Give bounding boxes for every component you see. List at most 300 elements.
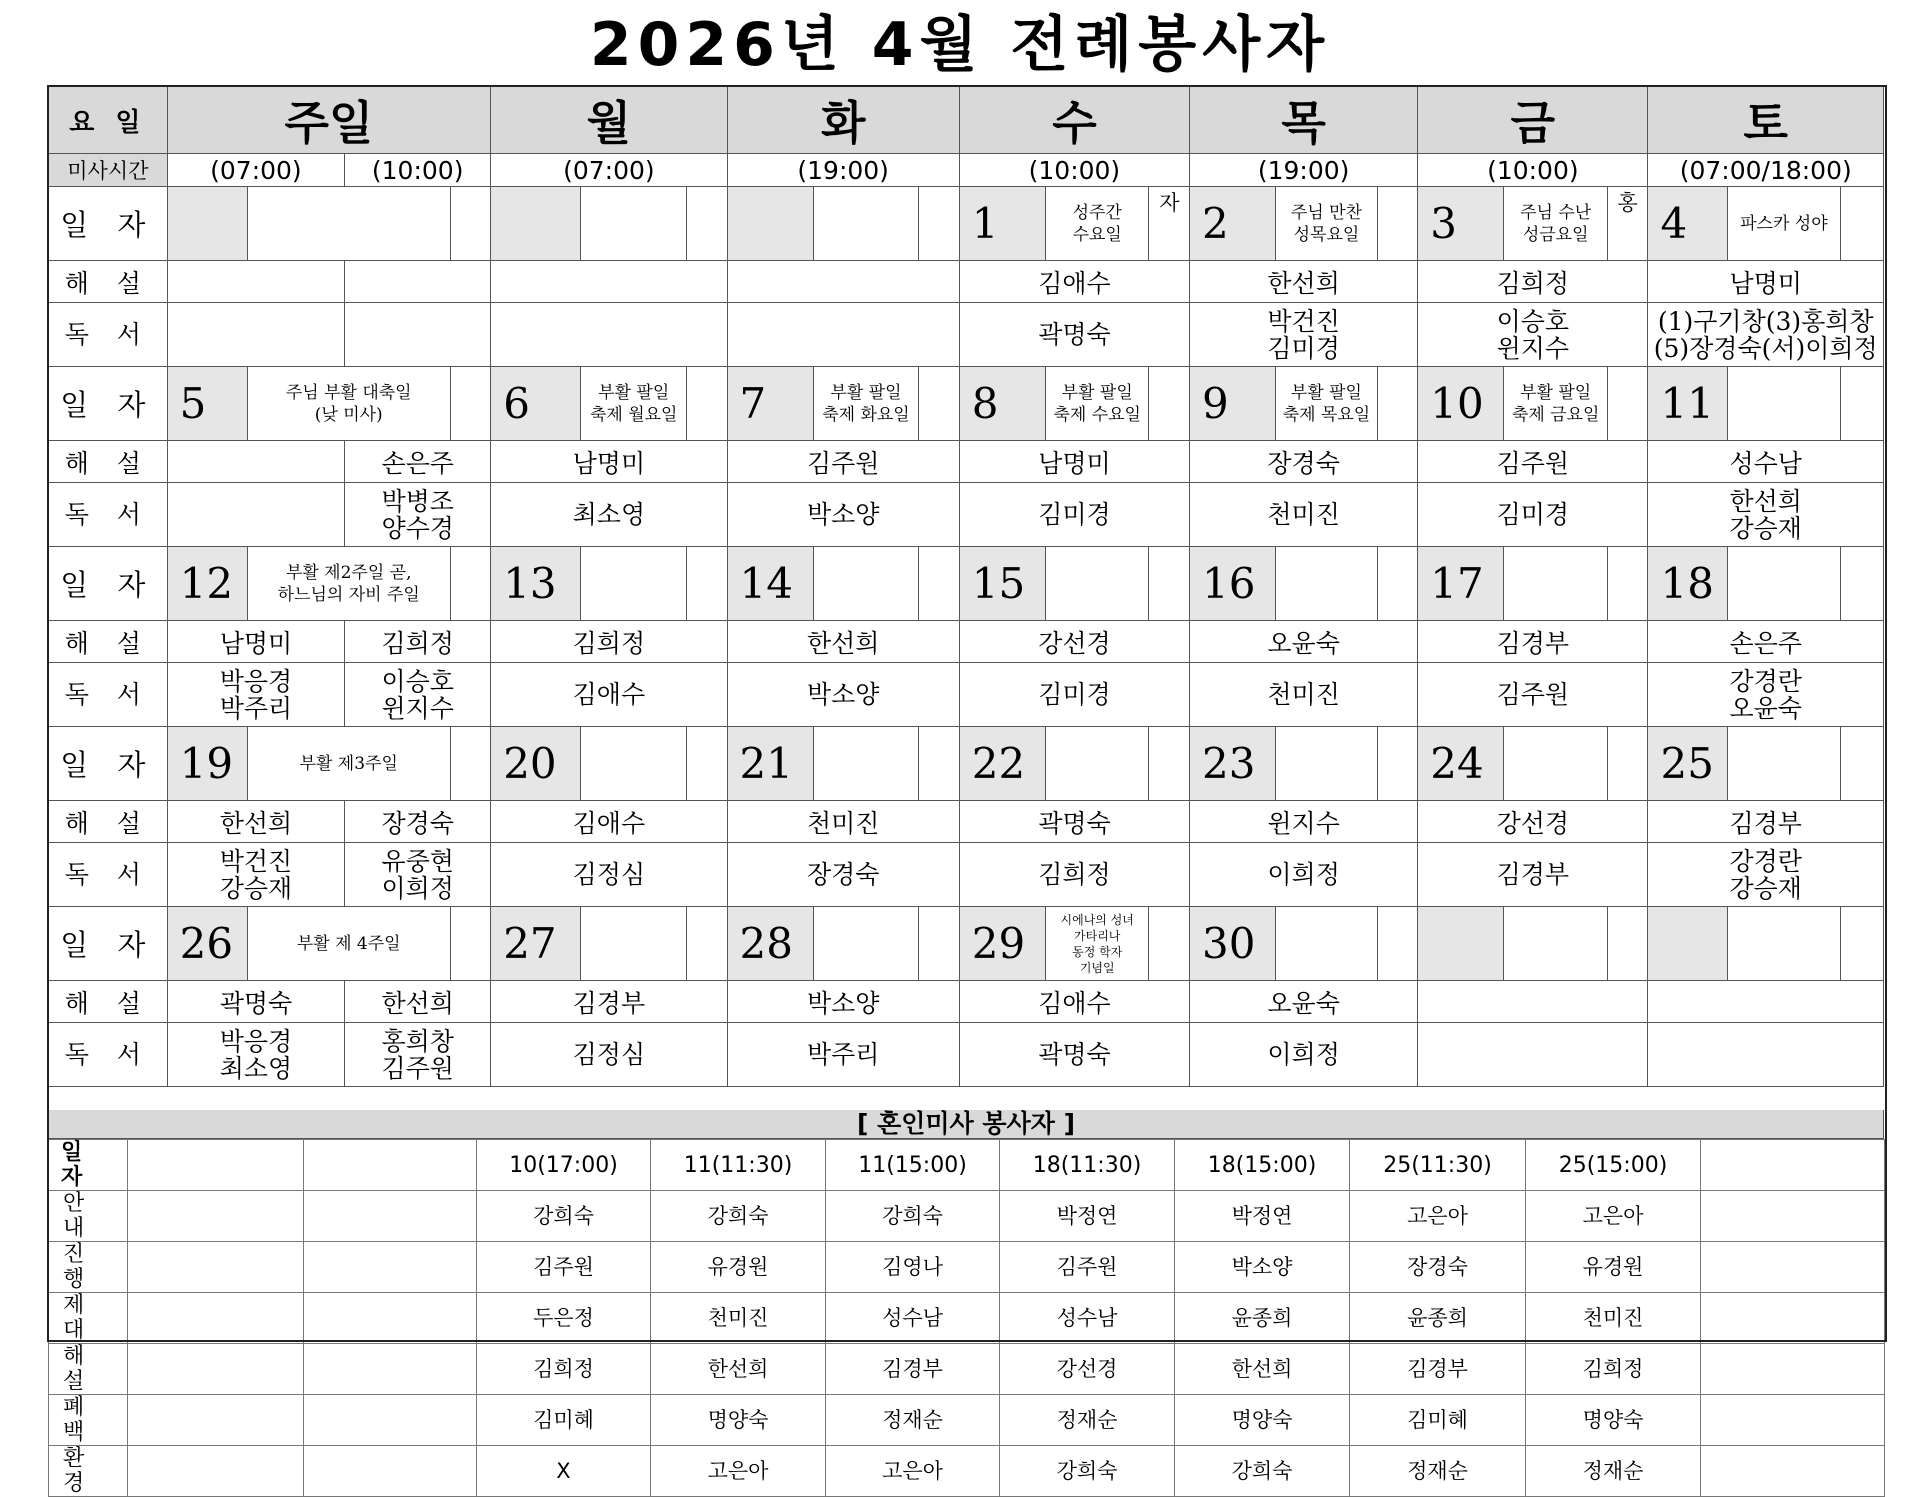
wedding-blank-cell — [128, 1395, 304, 1446]
saturday-vestment-color — [1841, 547, 1884, 621]
date-row-label: 일 자 — [49, 907, 168, 981]
wedding-volunteer-name: 윤종희 — [1350, 1293, 1526, 1344]
narrator-row — [49, 801, 1884, 843]
wedding-role-row — [49, 1344, 1885, 1395]
tuesday-date-number: 7 — [727, 367, 813, 441]
wedding-volunteer-name: 박정연 — [1175, 1191, 1350, 1242]
thursday-feast-name — [1276, 547, 1377, 621]
friday-feast-name — [1504, 907, 1607, 981]
thursday-feast-name — [1276, 907, 1377, 981]
reader-saturday: 한선희 강승재 — [1648, 483, 1884, 547]
narrator-sunday-early: 곽명숙 — [167, 981, 344, 1023]
wedding-volunteer-name: 정재순 — [826, 1395, 1000, 1446]
narrator-sunday-late: 한선희 — [345, 981, 491, 1023]
wedding-role-row — [49, 1242, 1885, 1293]
monday-vestment-color — [686, 187, 727, 261]
time-wednesday: (10:00) — [959, 154, 1189, 187]
wedding-volunteer-name: 장경숙 — [1350, 1242, 1526, 1293]
wednesday-feast-name — [1046, 727, 1149, 801]
narrator-sunday-early — [167, 441, 344, 483]
wedding-volunteer-name: 성수남 — [1000, 1293, 1175, 1344]
day-wednesday: 수 — [959, 87, 1189, 154]
wedding-role-label: 제 대 — [49, 1293, 128, 1344]
sunday-feast-name: 부활 제3주일 — [247, 727, 450, 801]
friday-feast-name — [1504, 727, 1607, 801]
monday-feast-name: 부활 팔일 축제 월요일 — [581, 367, 686, 441]
reader-wednesday: 김미경 — [959, 663, 1189, 727]
time-monday: (07:00) — [491, 154, 727, 187]
monday-date-number: 27 — [491, 907, 581, 981]
date-row — [49, 547, 1884, 621]
date-row-label: 일 자 — [49, 727, 168, 801]
sunday-feast-name: 부활 제2주일 곧, 하느님의 자비 주일 — [247, 547, 450, 621]
monday-date-number: 13 — [491, 547, 581, 621]
narrator-friday: 강선경 — [1418, 801, 1648, 843]
wedding-volunteer-name: 정재순 — [1350, 1446, 1526, 1497]
reader-monday: 김애수 — [491, 663, 727, 727]
wedding-time: 11(11:30) — [651, 1140, 826, 1191]
thursday-date-number: 2 — [1190, 187, 1276, 261]
tuesday-feast-name: 부활 팔일 축제 화요일 — [813, 367, 918, 441]
reader-row-label: 독 서 — [49, 1023, 168, 1087]
monday-feast-name — [581, 727, 686, 801]
wedding-volunteer-name: 명양숙 — [1175, 1395, 1350, 1446]
wedding-blank-cell — [1701, 1293, 1885, 1344]
time-friday: (10:00) — [1418, 154, 1648, 187]
friday-feast-name: 주님 수난 성금요일 — [1504, 187, 1607, 261]
narrator-row — [49, 621, 1884, 663]
narrator-wednesday: 남명미 — [959, 441, 1189, 483]
wednesday-date-number: 1 — [959, 187, 1045, 261]
narrator-thursday: 오윤숙 — [1190, 981, 1418, 1023]
wednesday-date-number: 29 — [959, 907, 1045, 981]
tuesday-date-number: 14 — [727, 547, 813, 621]
thursday-date-number: 9 — [1190, 367, 1276, 441]
wednesday-vestment-color — [1149, 727, 1190, 801]
wedding-volunteer-name: 천미진 — [1526, 1293, 1701, 1344]
reader-friday: 김경부 — [1418, 843, 1648, 907]
wedding-time: 11(15:00) — [826, 1140, 1000, 1191]
narrator-saturday — [1648, 981, 1884, 1023]
tuesday-feast-name — [813, 547, 918, 621]
time-saturday: (07:00/18:00) — [1648, 154, 1884, 187]
reader-wednesday: 곽명숙 — [959, 303, 1189, 367]
tuesday-date-number: 28 — [727, 907, 813, 981]
narrator-sunday-early — [167, 261, 344, 303]
sunday-date-number: 26 — [167, 907, 247, 981]
monday-feast-name — [581, 907, 686, 981]
wedding-role-label: 안 내 — [49, 1191, 128, 1242]
wedding-blank-cell — [128, 1293, 304, 1344]
wedding-date-row — [49, 1140, 1885, 1191]
wedding-volunteer-name: 김경부 — [826, 1344, 1000, 1395]
reader-thursday: 천미진 — [1190, 663, 1418, 727]
saturday-date-number: 11 — [1648, 367, 1727, 441]
narrator-sunday-late — [345, 261, 491, 303]
wednesday-feast-name: 성주간 수요일 — [1046, 187, 1149, 261]
tuesday-date-number: 21 — [727, 727, 813, 801]
wednesday-vestment-color — [1149, 367, 1190, 441]
monday-vestment-color — [686, 727, 727, 801]
wedding-volunteer-name: 강희숙 — [826, 1191, 1000, 1242]
narrator-tuesday: 김주원 — [727, 441, 959, 483]
friday-date-number: 10 — [1418, 367, 1504, 441]
reader-thursday: 이희정 — [1190, 843, 1418, 907]
wedding-volunteer-name: 고은아 — [1350, 1191, 1526, 1242]
sunday-date-number — [167, 187, 247, 261]
friday-vestment-color — [1607, 727, 1648, 801]
wedding-volunteer-name: 김경부 — [1350, 1344, 1526, 1395]
narrator-thursday: 장경숙 — [1190, 441, 1418, 483]
reader-tuesday: 박주리 — [727, 1023, 959, 1087]
wedding-role-label: 폐 백 — [49, 1395, 128, 1446]
wednesday-vestment-color: 자 — [1149, 187, 1190, 261]
friday-date-number: 17 — [1418, 547, 1504, 621]
reader-thursday: 천미진 — [1190, 483, 1418, 547]
reader-sunday-late: 이승호 윈지수 — [345, 663, 491, 727]
reader-row-label: 독 서 — [49, 843, 168, 907]
friday-vestment-color: 홍 — [1607, 187, 1648, 261]
wedding-blank-cell — [304, 1344, 477, 1395]
saturday-vestment-color — [1841, 907, 1884, 981]
narrator-wednesday: 김애수 — [959, 261, 1189, 303]
wedding-blank-cell — [128, 1446, 304, 1497]
wedding-date-label: 일 자 — [49, 1140, 128, 1191]
weekday-header-row — [49, 87, 1884, 154]
narrator-sunday-early: 남명미 — [167, 621, 344, 663]
reader-sunday-early: 박응경 최소영 — [167, 1023, 344, 1087]
tuesday-vestment-color — [919, 907, 960, 981]
narrator-thursday: 윈지수 — [1190, 801, 1418, 843]
tuesday-feast-name — [813, 907, 918, 981]
reader-saturday: 강경란 오윤숙 — [1648, 663, 1884, 727]
reader-sunday-early — [167, 303, 344, 367]
wedding-blank-cell — [304, 1140, 477, 1191]
reader-tuesday: 장경숙 — [727, 843, 959, 907]
wedding-blank-cell — [128, 1191, 304, 1242]
wedding-role-row — [49, 1446, 1885, 1497]
tuesday-feast-name — [813, 187, 918, 261]
saturday-feast-name — [1727, 367, 1841, 441]
reader-friday — [1418, 1023, 1648, 1087]
wedding-role-row — [49, 1395, 1885, 1446]
wedding-blank-cell — [128, 1242, 304, 1293]
wedding-blank-cell — [1701, 1446, 1885, 1497]
time-sunday-early: (07:00) — [167, 154, 344, 187]
narrator-monday: 김애수 — [491, 801, 727, 843]
sunday-vestment-color — [450, 727, 491, 801]
saturday-date-number: 25 — [1648, 727, 1727, 801]
saturday-date-number — [1648, 907, 1727, 981]
mass-time-row — [49, 154, 1884, 187]
reader-row — [49, 483, 1884, 547]
narrator-wednesday: 김애수 — [959, 981, 1189, 1023]
narrator-row — [49, 441, 1884, 483]
sunday-feast-name: 주님 부활 대축일 (낮 미사) — [247, 367, 450, 441]
reader-monday: 김정심 — [491, 843, 727, 907]
wedding-role-label: 환 경 — [49, 1446, 128, 1497]
saturday-vestment-color — [1841, 727, 1884, 801]
page-title: 2026년 4월 전례봉사자 — [589, 10, 1331, 80]
reader-saturday: (1)구기창(3)홍희창 (5)장경숙(서)이희정 — [1648, 303, 1884, 367]
monday-feast-name — [581, 547, 686, 621]
thursday-date-number: 23 — [1190, 727, 1276, 801]
narrator-tuesday: 박소양 — [727, 981, 959, 1023]
reader-row-label: 독 서 — [49, 483, 168, 547]
thursday-feast-name: 주님 만찬 성목요일 — [1276, 187, 1377, 261]
reader-sunday-late — [345, 303, 491, 367]
wednesday-feast-name: 부활 팔일 축제 수요일 — [1046, 367, 1149, 441]
narrator-thursday: 한선희 — [1190, 261, 1418, 303]
wedding-volunteer-name: 고은아 — [826, 1446, 1000, 1497]
wedding-volunteer-name: 김희정 — [477, 1344, 651, 1395]
wedding-volunteer-name: 강희숙 — [1000, 1446, 1175, 1497]
thursday-vestment-color — [1377, 367, 1418, 441]
wedding-role-row — [49, 1191, 1885, 1242]
day-friday: 금 — [1418, 87, 1648, 154]
wedding-volunteer-name: 유경원 — [651, 1242, 826, 1293]
day-monday: 월 — [491, 87, 727, 154]
wedding-volunteer-name: 강희숙 — [1175, 1446, 1350, 1497]
monday-feast-name — [581, 187, 686, 261]
wedding-volunteer-name: 유경원 — [1526, 1242, 1701, 1293]
friday-date-number: 24 — [1418, 727, 1504, 801]
sunday-vestment-color — [450, 547, 491, 621]
saturday-vestment-color — [1841, 367, 1884, 441]
wedding-blank-cell — [1701, 1242, 1885, 1293]
wedding-blank-cell — [1701, 1140, 1885, 1191]
thursday-vestment-color — [1377, 727, 1418, 801]
date-row-label: 일 자 — [49, 187, 168, 261]
narrator-saturday: 남명미 — [1648, 261, 1884, 303]
reader-wednesday: 김희정 — [959, 843, 1189, 907]
monday-vestment-color — [686, 367, 727, 441]
wedding-time: 18(15:00) — [1175, 1140, 1350, 1191]
wedding-role-label: 해 설 — [49, 1344, 128, 1395]
wedding-volunteer-name: 정재순 — [1526, 1446, 1701, 1497]
reader-sunday-late: 박병조 양수경 — [345, 483, 491, 547]
thursday-date-number: 30 — [1190, 907, 1276, 981]
wedding-blank-cell — [128, 1344, 304, 1395]
time-sunday-late: (10:00) — [345, 154, 491, 187]
thursday-feast-name: 부활 팔일 축제 목요일 — [1276, 367, 1377, 441]
wedding-volunteer-name: X — [477, 1446, 651, 1497]
narrator-wednesday: 곽명숙 — [959, 801, 1189, 843]
reader-sunday-early — [167, 483, 344, 547]
narrator-row — [49, 261, 1884, 303]
sunday-feast-name: 부활 제 4주일 — [247, 907, 450, 981]
sunday-date-number: 19 — [167, 727, 247, 801]
saturday-feast-name — [1727, 727, 1841, 801]
wedding-role-label: 진 행 — [49, 1242, 128, 1293]
narrator-friday: 김희정 — [1418, 261, 1648, 303]
reader-sunday-early: 박건진 강승재 — [167, 843, 344, 907]
narrator-row-label: 해 설 — [49, 621, 168, 663]
saturday-feast-name — [1727, 907, 1841, 981]
wedding-volunteer-name: 윤종희 — [1175, 1293, 1350, 1344]
wedding-volunteer-name: 강희숙 — [651, 1191, 826, 1242]
friday-feast-name — [1504, 547, 1607, 621]
monday-vestment-color — [686, 547, 727, 621]
wednesday-vestment-color — [1149, 547, 1190, 621]
wedding-volunteer-name: 강선경 — [1000, 1344, 1175, 1395]
friday-feast-name: 부활 팔일 축제 금요일 — [1504, 367, 1607, 441]
saturday-date-number: 18 — [1648, 547, 1727, 621]
friday-vestment-color — [1607, 547, 1648, 621]
time-thursday: (19:00) — [1190, 154, 1418, 187]
schedule-table — [48, 86, 1884, 1087]
wedding-blank-cell — [304, 1395, 477, 1446]
wedding-volunteer-name: 김미혜 — [477, 1395, 651, 1446]
wedding-volunteer-name: 강희숙 — [477, 1191, 651, 1242]
weekday-label: 요 일 — [49, 87, 168, 154]
saturday-date-number: 4 — [1648, 187, 1727, 261]
wedding-volunteer-name: 김주원 — [477, 1242, 651, 1293]
date-row-label: 일 자 — [49, 367, 168, 441]
date-row — [49, 187, 1884, 261]
wedding-time: 25(11:30) — [1350, 1140, 1526, 1191]
friday-vestment-color — [1607, 907, 1648, 981]
wedding-volunteer-name: 정재순 — [1000, 1395, 1175, 1446]
tuesday-vestment-color — [919, 547, 960, 621]
wedding-table — [48, 1139, 1885, 1497]
reader-friday: 이승호 윈지수 — [1418, 303, 1648, 367]
sunday-vestment-color — [450, 907, 491, 981]
narrator-monday: 김희정 — [491, 621, 727, 663]
narrator-monday: 남명미 — [491, 441, 727, 483]
narrator-sunday-late: 손은주 — [345, 441, 491, 483]
date-row — [49, 907, 1884, 981]
narrator-monday — [491, 261, 727, 303]
reader-tuesday: 박소양 — [727, 663, 959, 727]
wedding-volunteer-name: 박정연 — [1000, 1191, 1175, 1242]
narrator-sunday-late: 장경숙 — [345, 801, 491, 843]
wedding-volunteer-name: 명양숙 — [1526, 1395, 1701, 1446]
friday-date-number — [1418, 907, 1504, 981]
wedding-blank-cell — [1701, 1191, 1885, 1242]
wedding-volunteer-name: 김영나 — [826, 1242, 1000, 1293]
tuesday-vestment-color — [919, 727, 960, 801]
friday-vestment-color — [1607, 367, 1648, 441]
date-row — [49, 727, 1884, 801]
narrator-row-label: 해 설 — [49, 801, 168, 843]
tuesday-vestment-color — [919, 367, 960, 441]
thursday-date-number: 16 — [1190, 547, 1276, 621]
wedding-blank-cell — [304, 1191, 477, 1242]
wedding-blank-cell — [1701, 1395, 1885, 1446]
tuesday-date-number — [727, 187, 813, 261]
date-row-label: 일 자 — [49, 547, 168, 621]
reader-tuesday: 박소양 — [727, 483, 959, 547]
reader-wednesday: 김미경 — [959, 483, 1189, 547]
narrator-friday: 김경부 — [1418, 621, 1648, 663]
sunday-vestment-color — [450, 367, 491, 441]
reader-saturday — [1648, 1023, 1884, 1087]
wedding-volunteer-name: 성수남 — [826, 1293, 1000, 1344]
reader-monday: 김정심 — [491, 1023, 727, 1087]
narrator-saturday: 김경부 — [1648, 801, 1884, 843]
narrator-saturday: 성수남 — [1648, 441, 1884, 483]
wedding-blank-cell — [304, 1242, 477, 1293]
thursday-vestment-color — [1377, 547, 1418, 621]
narrator-tuesday: 천미진 — [727, 801, 959, 843]
wedding-volunteer-name: 김주원 — [1000, 1242, 1175, 1293]
narrator-friday: 김주원 — [1418, 441, 1648, 483]
wednesday-date-number: 8 — [959, 367, 1045, 441]
reader-monday: 최소영 — [491, 483, 727, 547]
wedding-volunteer-name: 명양숙 — [651, 1395, 826, 1446]
sunday-date-number: 5 — [167, 367, 247, 441]
narrator-row-label: 해 설 — [49, 261, 168, 303]
saturday-vestment-color — [1841, 187, 1884, 261]
monday-date-number: 20 — [491, 727, 581, 801]
narrator-tuesday: 한선희 — [727, 621, 959, 663]
narrator-sunday-early: 한선희 — [167, 801, 344, 843]
wednesday-feast-name: 시에나의 성녀 가타리나 동정 학자 기념일 — [1046, 907, 1149, 981]
reader-row-label: 독 서 — [49, 663, 168, 727]
wedding-volunteer-name: 한선희 — [1175, 1344, 1350, 1395]
reader-row — [49, 663, 1884, 727]
wedding-volunteer-name: 박소양 — [1175, 1242, 1350, 1293]
day-saturday: 토 — [1648, 87, 1884, 154]
thursday-vestment-color — [1377, 907, 1418, 981]
date-row — [49, 367, 1884, 441]
reader-friday: 김미경 — [1418, 483, 1648, 547]
narrator-row-label: 해 설 — [49, 981, 168, 1023]
wedding-volunteer-name: 고은아 — [651, 1446, 826, 1497]
wedding-volunteer-name: 고은아 — [1526, 1191, 1701, 1242]
wedding-blank-cell — [304, 1293, 477, 1344]
sunday-feast-name — [247, 187, 450, 261]
wedding-role-row — [49, 1293, 1885, 1344]
thursday-feast-name — [1276, 727, 1377, 801]
reader-thursday: 이희정 — [1190, 1023, 1418, 1087]
reader-friday: 김주원 — [1418, 663, 1648, 727]
reader-thursday: 박건진 김미경 — [1190, 303, 1418, 367]
sunday-vestment-color — [450, 187, 491, 261]
day-tuesday: 화 — [727, 87, 959, 154]
mass-time-label: 미사시간 — [49, 154, 168, 187]
monday-vestment-color — [686, 907, 727, 981]
thursday-vestment-color — [1377, 187, 1418, 261]
narrator-friday — [1418, 981, 1648, 1023]
wedding-volunteer-name: 두은정 — [477, 1293, 651, 1344]
reader-row — [49, 303, 1884, 367]
reader-sunday-late: 홍희창 김주원 — [345, 1023, 491, 1087]
wedding-blank-cell — [1701, 1344, 1885, 1395]
wedding-blank-cell — [304, 1446, 477, 1497]
narrator-row — [49, 981, 1884, 1023]
day-thursday: 목 — [1190, 87, 1418, 154]
tuesday-vestment-color — [919, 187, 960, 261]
friday-date-number: 3 — [1418, 187, 1504, 261]
narrator-saturday: 손은주 — [1648, 621, 1884, 663]
reader-sunday-late: 유중현 이희정 — [345, 843, 491, 907]
narrator-sunday-late: 김희정 — [345, 621, 491, 663]
narrator-row-label: 해 설 — [49, 441, 168, 483]
narrator-thursday: 오윤숙 — [1190, 621, 1418, 663]
reader-saturday: 강경란 강승재 — [1648, 843, 1884, 907]
monday-date-number — [491, 187, 581, 261]
reader-wednesday: 곽명숙 — [959, 1023, 1189, 1087]
day-sunday: 주일 — [167, 87, 491, 154]
reader-tuesday — [727, 303, 959, 367]
wednesday-date-number: 22 — [959, 727, 1045, 801]
wednesday-vestment-color — [1149, 907, 1190, 981]
reader-row — [49, 1023, 1884, 1087]
wedding-volunteer-name: 김미혜 — [1350, 1395, 1526, 1446]
wednesday-date-number: 15 — [959, 547, 1045, 621]
